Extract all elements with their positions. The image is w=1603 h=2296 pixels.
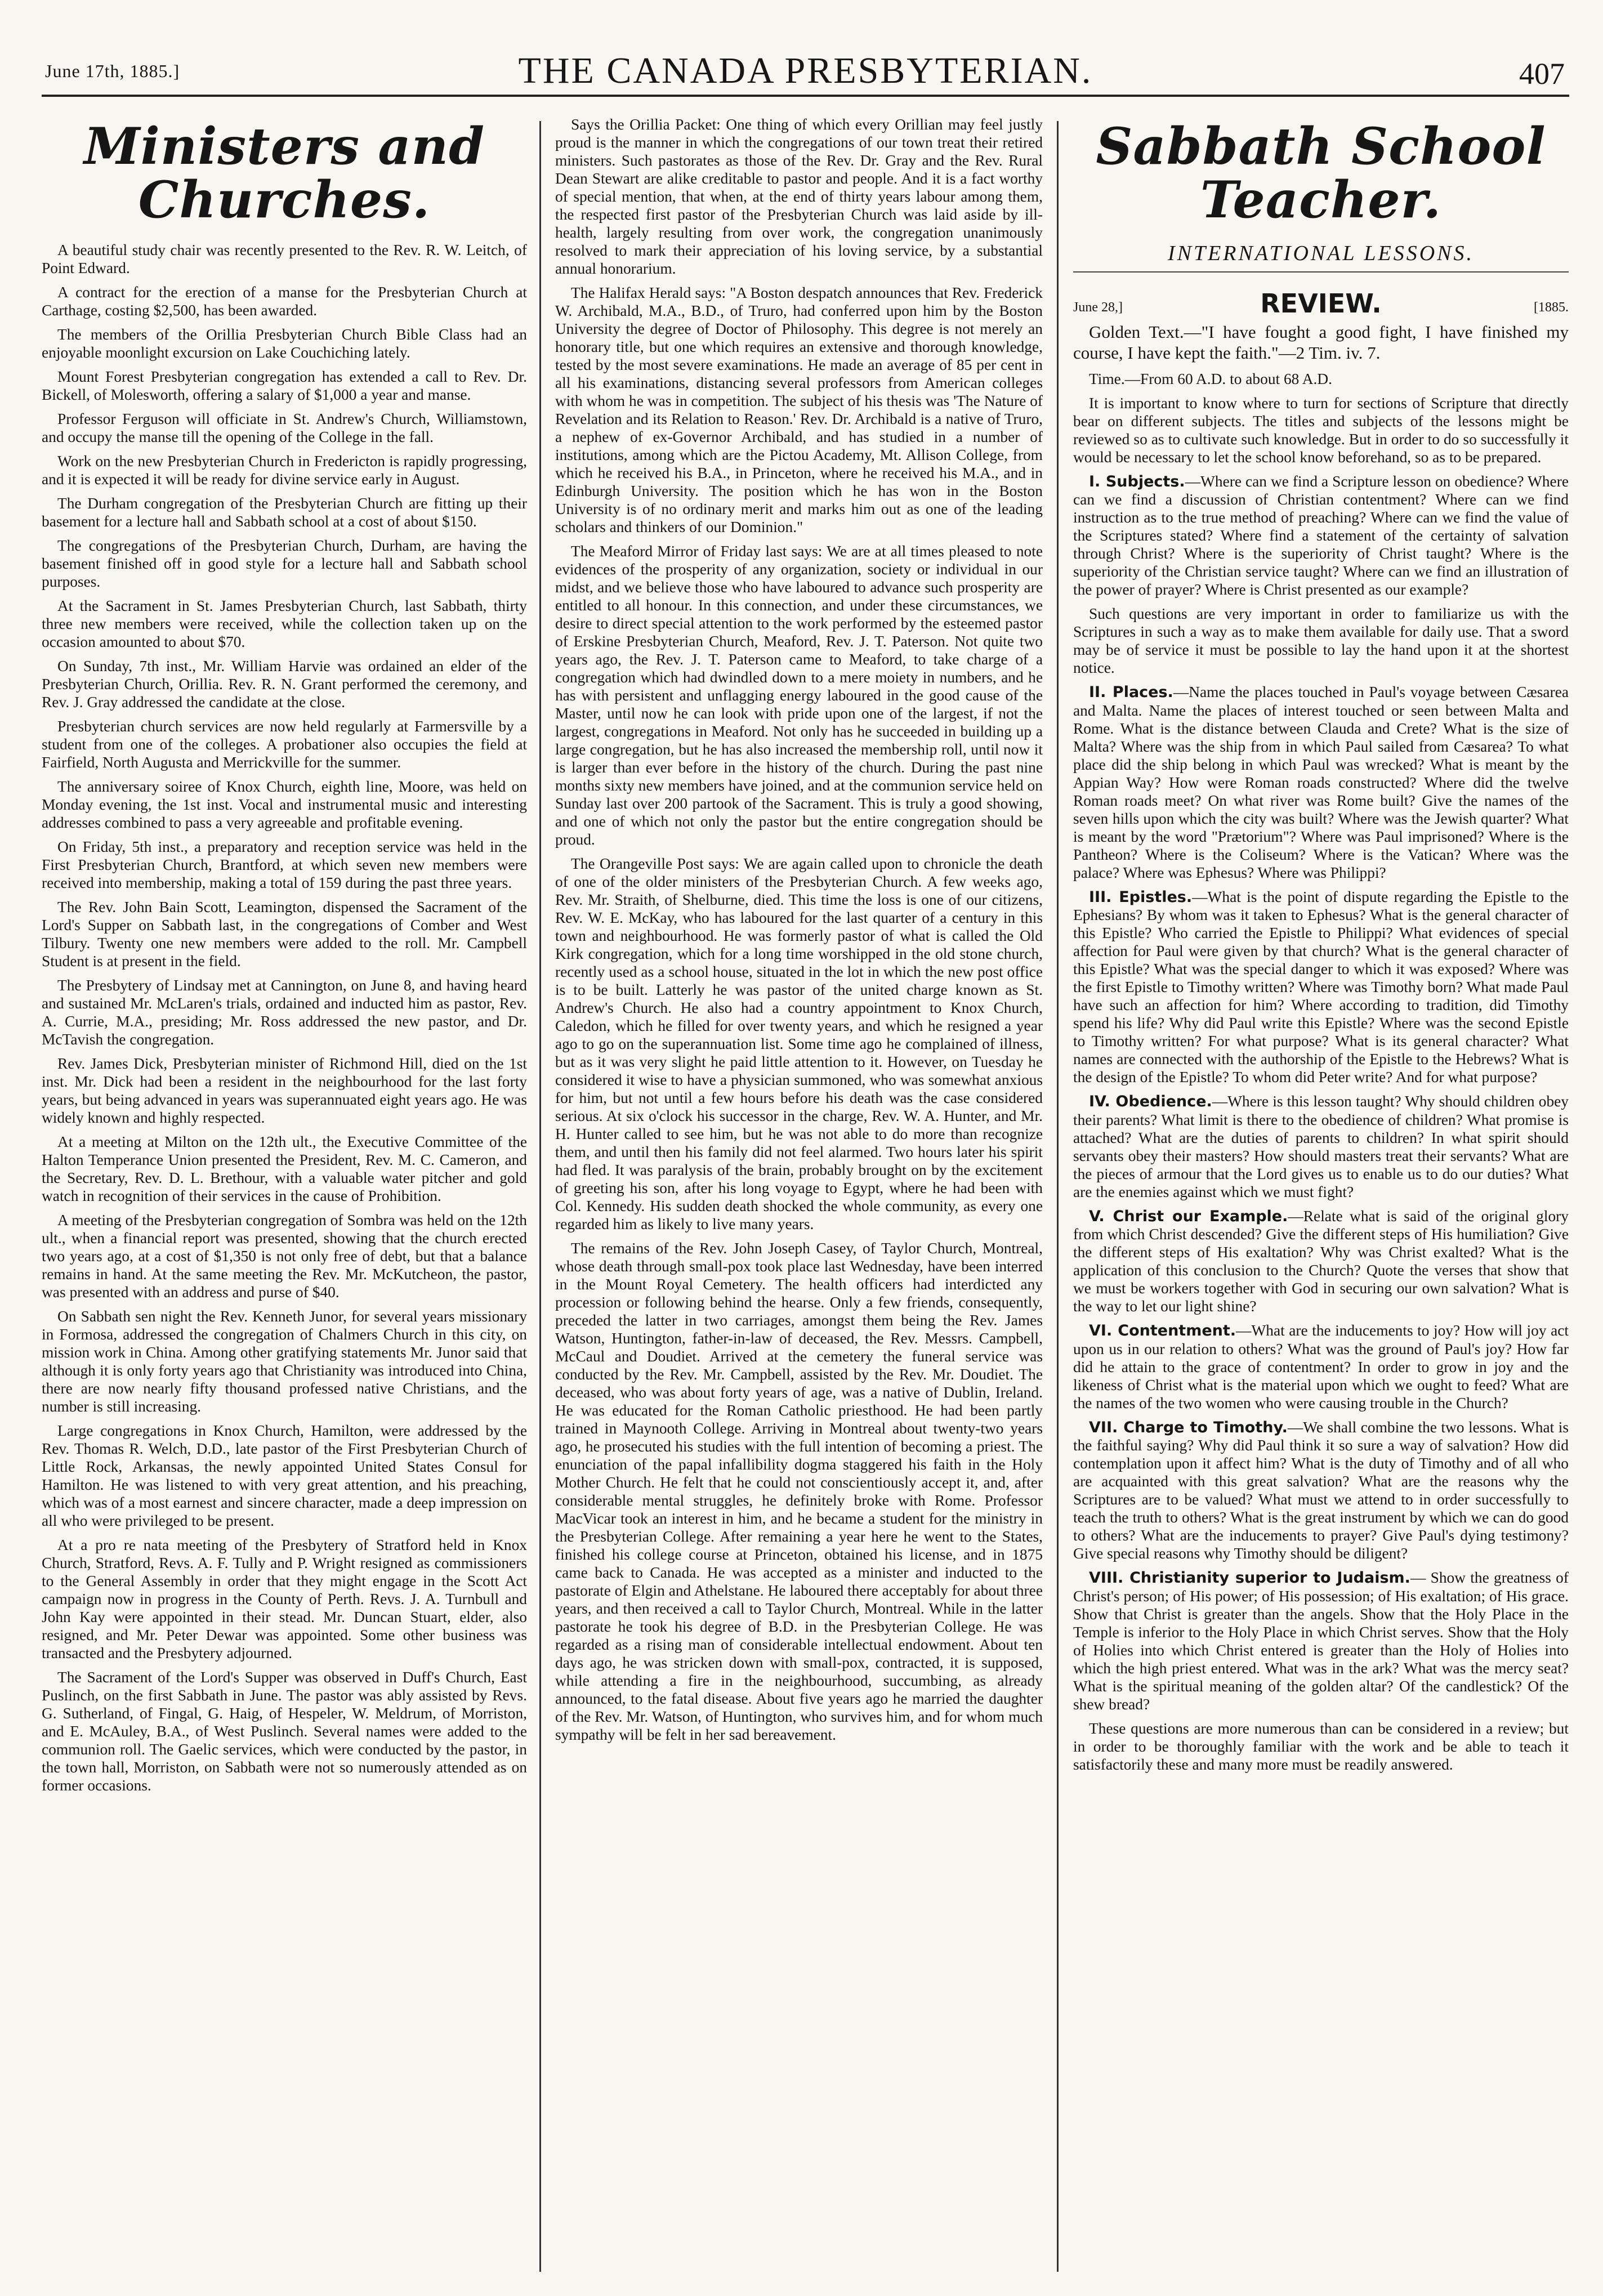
lesson-time: Time.—From 60 A.D. to about 68 A.D. [1089,370,1332,387]
news-paragraph: Presbyterian church services are now held regularly at Farmersville by a student from one of the colleges. A probationer also occupies the field at Fairfield, North Augusta and Merrickville for the summer. [42,718,527,771]
review-section-text: Such questions are very important in order to familiarize us with the Scriptures in such a way as to make them available for daily use. That a sword may be of service it must be possible to lay the hand upon it at the shortest notice. [1073,605,1569,677]
section-heading: Ministers and Churches. [83,117,485,230]
review-section-text: —Relate what is said of the original glory from which Christ descended? Give the different steps of His humiliation? Give the different steps of His exaltation? Why was Christ exalted? What is the application of this conclusion to the Church? Quote the verses that show that we must be workers together with God in securing our own salvation? What is the way to let our light shine? [1073,1207,1569,1315]
news-paragraph: Work on the new Presbyterian Church in Fredericton is rapidly progressing, and it is expected it will be ready for divine service early in August. [42,453,527,488]
review-section-text: —What are the inducements to joy? How will joy act upon us in our relation to others? What was the ground of Paul's joy? How far did he attain to the grace of contentment? In order to grow in joy and the likeness of Christ what is the material upon which we ought to feed? What are the names of the two women who were causing trouble in the Church? [1073,1322,1569,1411]
news-paragraph: On Friday, 5th inst., a preparatory and reception service was held in the First Presbyterian Church, Brantford, at which seven new members were received into membership, making a total of 159 during the past three years. [42,838,527,891]
review-section-text: —Where is this lesson taught? Why should children obey their parents? What limit is there to the obedience of children? What promise is attached? What are the duties of parents to children? In what spirit should servants obey their masters? How should masters treat their servants? What are the pieces of armour that the Lord gives us to enable us to do our duties? What are the enemies against which we must fight? [1073,1093,1569,1200]
review-section-title: II. Places. [1089,684,1173,702]
review-section [1073,1092,1569,1201]
review-section [1073,888,1569,1087]
column-church-news-continued [555,115,1043,2280]
review-section-title: IV. Obedience. [1089,1093,1212,1111]
review-section-text: —Name the places touched in Paul's voyage between Cæsarea and Malta. Name the places of interest touched or seen between Malta and Rome. What is the distance between Clauda and Crete? What is the size of Malta? Where was the ship from in which Paul sailed from Cæsarea? To what place did the ship belong in which Paul was wrecked? What is meant by the Appian Way? How were Roman roads constructed? Where did the twelve Roman roads meet? On what river was Rome built? Give the names of the seven hills upon which the city was built? Where was the Jewish quarter? What is meant by the word "Prætorium"? Where was Paul imprisoned? Where is the Pantheon? Where is the Coliseum? Where is the Vatican? Where was the palace? Where was Ephesus? Where was Philippi? [1073,684,1569,881]
news-paragraph: The remains of the Rev. John Joseph Casey, of Taylor Church, Montreal, whose death through small-pox took place last Wednesday, have been interred in the Mount Royal Cemetery. The health officers had interdicted any procession or following behind the hearse. Only a few friends, consequently, preceded the latter in two carriages, amongst them being the Rev. James Watson, Huntington, father-in-law of deceased, the Rev. Messrs. Campbell, McCaul and Doudiet. Arrived at the cemetery the funeral service was conducted by the Rev. Mr. Campbell, assisted by the Rev. Mr. Doudiet. The deceased, who was about forty years of age, was a native of Dublin, Ireland. He was educated for the Roman Catholic priesthood. He had been partly trained in Maynooth College. Arriving in Montreal about twenty-two years ago, he prosecuted his studies with the full intention of becoming a priest. The enunciation of the papal infallibility dogma staggered his faith in the Holy Mother Church. He felt that he could not conscientiously accept it, and, after considerable mental struggles, he definitely broke with Rome. Professor MacVicar took an interest in him, and he became a student for the ministry in the Presbyterian College. After remaining a year here he went to the States, finished his college course at Princeton, obtained his license, and in 1875 came back to Canada. He was accepted as a minister and inducted to the pastorate of Elgin and Athelstane. He laboured there acceptably for about three years, and then received a call to Taylor Church, Montreal. While in the latter pastorate he took his degree of B.D. in the Presbyterian College. He was regarded as a rising man of considerable intellectual endowment. About ten days ago, he was stricken down with small-pox, contracted, it is supposed, while attending a fire in the neighbourhood, succumbing, as already announced, to the fatal disease. About five years ago he married the daughter of the Rev. Mr. Watson, of Huntington, who survives him, and for whom much sympathy will be felt in her sad bereavement. [555,1240,1043,1743]
review-section [1073,1569,1569,1713]
news-paragraph: The Meaford Mirror of Friday last says: We are at all times pleased to note evidences of the prosperity of any organization, society or individual in our midst, and we believe those who have laboured to advance such prosperity are entitled to all honour. In this connection, and under these circumstances, we desire to direct special attention to the work performed by the esteemed pastor of Erskine Presbyterian Church, Meaford, Rev. J. T. Paterson. Not quite two years ago, the Rev. J. T. Paterson came to Meaford, to take charge of a congregation which had dwindled down to a mere moiety in numbers, and he has with persistent and unflagging energy laboured in the good cause of the Master, until now he can look with pride upon one of the largest, if not the largest, congregations in Meaford. Not only has he succeeded in building up a large congregation, but he has also increased the membership roll, until now it is larger than ever before in the history of the church. During the past nine months sixty new members have joined, and at the communion service held on Sunday last over 200 partook of the Sacrament. This is truly a good showing, and one of which not only the pastor but the entire congregation should be proud. [555,543,1043,848]
news-paragraph: The Halifax Herald says: "A Boston despatch announces that Rev. Frederick W. Archibald, M.A., B.D., of Truro, had conferred upon him by the Boston University the degree of Doctor of Philosophy. This degree is not merely an honorary title, but one which requires an extensive and thorough knowledge, tested by the most severe examinations. He made an average of 85 per cent in all his examinations, distancing several professors from American colleges with whom he was in competition. The subject of his thesis was 'The Nature of Revelation and its Relation to Reason.' Rev. Dr. Archibald is a native of Truro, a nephew of ex-Governor Archibald, and has studied in a number of institutions, among which are the Pictou Academy, Mt. Allison College, from which he received his B.A., in Princeton, where he received his M.A., and in Edinburgh University. The position which he has won in the Boston University is of no ordinary merit and marks him out as one of the leading scholars and thinkers of our Dominion." [555,284,1043,535]
review-section-text: —We shall combine the two lessons. What is the faithful saying? Why did Paul think it so sure a way of salvation? How did contemplation upon it affect him? What is the duty of Timothy and of all who are acquainted with this great salvation? What are the reasons why the Scriptures are to be valued? What must we attend to in order successfully to teach the truth to others? What is the great instrument by which we can do good to others? What are the inducements to prayer? Give Paul's dying testimony? Give special reasons why Timothy should be diligent? [1073,1418,1569,1562]
review-section-title: VII. Charge to Timothy. [1089,1418,1288,1436]
lesson-title: REVIEW. [1260,288,1382,319]
news-paragraph: At the Sacrament in St. James Presbyterian Church, last Sabbath, thirty three new members were received, while the collection taken up on the occasion amounted to about $70. [42,597,527,650]
news-paragraph: On Sunday, 7th inst., Mr. William Harvie was ordained an elder of the Presbyterian Church, Orillia. Rev. R. N. Grant performed the ceremony, and Rev. J. Gray addressed the candidate at the close. [42,658,527,711]
column-rule [1057,121,1059,2272]
lesson-header [1073,286,1569,319]
news-paragraph: Says the Orillia Packet: One thing of which every Orillian may feel justly proud is the manner in which the congregations of our town treat their retired ministers. Such pastorates as those of the Rev. Dr. Gray and the Rev. Rural Dean Stewart are alike creditable to pastor and people. And it is a fact worthy of special mention, that when, at the end of thirty years labour among them, the respected first pastor of the Presbyterian Church was laid aside by ill-health, largely resulting from over work, the congregation unanimously resolved to mark their appreciation of his loving service, by a substantial annual honorarium. [555,116,1043,277]
lesson-date: June 28,] [1073,300,1123,315]
review-section [1073,683,1569,882]
review-section-text: —What is the point of dispute regarding the Epistle to the Ephesians? By whom was it taken to Ephesus? What is the general character of this Epistle? Who carried the Epistle to Philippi? What evidences of special affection for Paul were given by that church? What is the general character of this Epistle? What was the special danger to which it was exposed? Where was the first Epistle to Timothy written? Where was Timothy born? What made Paul have such an affection for him? Where according to tradition, did Timothy spend his life? Why did Paul write this Epistle? Where was the second Epistle to Timothy written? For what purpose? What is its general character? What names are connected with the authorship of the Epistle to the Hebrews? What is the design of the Epistle? To whom did Peter write? And for what purpose? [1073,888,1569,1086]
news-paragraph: The members of the Orillia Presbyterian Church Bible Class had an enjoyable moonlight excursion on Lake Couchiching lately. [42,326,527,361]
running-head [42,33,1569,97]
masthead-title: THE CANADA PRESBYTERIAN. [518,50,1093,91]
review-section [1073,1418,1569,1563]
review-section-title: V. Christ our Example. [1089,1207,1288,1225]
news-paragraph: At a pro re nata meeting of the Presbytery of Stratford held in Knox Church, Stratford, Revs. A. F. Tully and P. Wright resigned as commissioners to the General Assembly in order that they might engage in the Scott Act campaign now in progress in the County of Perth. Revs. J. A. Turnbull and John Kay were appointed in their stead. Mr. Duncan Stuart, elder, also resigned, and Mr. Peter Dewar was appointed. Some other business was transacted and the Presbytery adjourned. [42,1536,527,1661]
news-paragraph: A meeting of the Presbyterian congregation of Sombra was held on the 12th ult., when a financial report was presented, showing that the church erected two years ago, at a cost of $1,350 is not only free of debt, but that a balance remains in hand. At the same meeting the Rev. Mr. McKutcheon, the pastor, was presented with an address and purse of $40. [42,1212,527,1301]
review-section [1073,1321,1569,1412]
review-section-title: VI. Contentment. [1089,1322,1236,1340]
section-subheading: INTERNATIONAL LESSONS. [1073,241,1569,273]
issue-date: June 17th, 1885.] [45,61,180,81]
review-section [1073,605,1569,677]
review-questions [1073,472,1569,1774]
news-paragraph: Mount Forest Presbyterian congregation has extended a call to Rev. Dr. Bickell, of Molesworth, offering a salary of $1,000 a year and manse. [42,368,527,403]
news-items [555,115,1043,1744]
review-section-title: III. Epistles. [1089,888,1193,906]
news-paragraph: A contract for the erection of a manse for the Presbyterian Church at Carthage, costing $2,500, has been awarded. [42,284,527,319]
review-section-text: —Where can we find a Scripture lesson on obedience? Where can we find a discussion of Christian contentment? Where can we find instruction as to the true method of preaching? Where can we find the value of the Scriptures stated? Where find a statement of the certainty of salvation through Christ? Where is the superiority of Christ taught? Where is the superiority of the Christian service taught? Where can we find an illustration of the power of prayer? Where is Christ presented as our example? [1073,472,1569,598]
column-ministers-and-churches [42,115,527,2280]
news-paragraph: The Orangeville Post says: We are again called upon to chronicle the death of one of the older ministers of the Presbyterian Church. A few weeks ago, Rev. Mr. Straith, of Shelburne, died. This time the loss is one of our citizens, Rev. W. E. McKay, who has laboured for the last quarter of a century in this town and neighbourhood. He was formerly pastor of what is called the Old Kirk congregation, which for a long time worshipped in the old stone church, recently used as a school house, situated in the lot in which the new post office is to be built. Latterly he was pastor of the united charge known as St. Andrew's Church. He also had a country appointment to Knox Church, Caledon, which he filled for over twenty years, and which he resigned a year ago to go on the superannuation list. Some time ago he complained of illness, but as it was very slight he paid little attention to it. However, on Tuesday he considered it wise to have a physician summoned, who was somewhat anxious for him, but not until a few hours before his death was the case considered serious. At six o'clock his successor in the charge, Rev. W. A. Hunter, and Mr. H. Hunter called to see him, but he was not able to do more than recognize them, and until then his family did not feel alarmed. Two hours later his spirit had fled. It was paralysis of the brain, probably brought on by the excitement of greeting his son, after his long voyage to Egypt, where he had been with Col. Kennedy. His sudden death shocked the whole community, as every one regarded him as likely to live many years. [555,855,1043,1232]
page-number: 407 [1519,57,1565,91]
news-items [42,241,527,1794]
news-paragraph: Rev. James Dick, Presbyterian minister of Richmond Hill, died on the 1st inst. Mr. Dick had been a resident in the neighbourhood for the last forty years, but being advanced in years was superannuated eight years ago. He was widely known and highly respected. [42,1055,527,1126]
lesson-year: [1885. [1534,300,1569,315]
news-paragraph: The Rev. John Bain Scott, Leamington, dispensed the Sacrament of the Lord's Supper on Sabbath last, in the congregations of Comber and West Tilbury. Twenty one new members were added to the roll. Mr. Campbell Student is at present in the field. [42,899,527,970]
news-paragraph: On Sabbath sen night the Rev. Kenneth Junor, for several years missionary in Formosa, addressed the congregation of Chalmers Church in this city, on mission work in China. Among other gratifying statements Mr. Junor said that although it is only forty years ago that Christianity was introduced into China, there are now nearly fifty thousand professed native Christians, and the number is still increasing. [42,1308,527,1415]
news-paragraph: The congregations of the Presbyterian Church, Durham, are having the basement finished off in good style for a lecture hall and Sabbath school purposes. [42,537,527,590]
review-section-title: VIII. Christianity superior to Judaism. [1089,1569,1410,1587]
news-paragraph: The anniversary soiree of Knox Church, eighth line, Moore, was held on Monday evening, the 1st inst. Vocal and instrumental music and interesting addresses combined to pass a very agreeable and profitable evening. [42,778,527,831]
column-rule [539,121,541,2272]
review-section-text: These questions are more numerous than can be considered in a review; but in order to be thoroughly familiar with the work and be able to teach it satisfactorily these and many more must be readily answered. [1073,1719,1569,1773]
column-sabbath-school-teacher [1073,115,1569,2280]
section-heading: Sabbath School Teacher. [1096,117,1546,230]
news-paragraph: Large congregations in Knox Church, Hamilton, were addressed by the Rev. Thomas R. Welch, D.D., late pastor of the First Presbyterian Church of Little Rock, Arkansas, the newly appointed United States Consul for Hamilton. He was listened to with very great attention, and his preaching, which was of a most earnest and sincere character, made a deep impression on all who were privileged to be present. [42,1422,527,1529]
review-section-title: I. Subjects. [1089,472,1185,490]
review-section-text: — Show the greatness of Christ's person; of His power; of His possession; of His exaltation; of His grace. Show that Christ is greater than the angels. Show that the Holy Place in the Temple is inferior to the Holy Place in which Christ serves. Show that the Holy of Holies into which Christ entered is greater than the Holy of Holies into which the high priest entered. What was in the ark? What was the mercy seat? What is the spiritual meaning of the golden altar? Of the candlestick? Of the shew bread? [1073,1569,1569,1713]
news-paragraph: The Sacrament of the Lord's Supper was observed in Duff's Church, East Puslinch, on the first Sabbath in June. The pastor was ably assisted by Revs. G. Sutherland, of Fingal, G. Haig, of Hespeler, W. Meldrum, of Morriston, and E. McAuley, B.A., of West Puslinch. Several names were added to the communion roll. The Gaelic services, which were conducted by the pastor, in the town hall, Morriston, on Sabbath were not so numerously attended as on former occasions. [42,1669,527,1794]
lesson-intro: It is important to know where to turn for sections of Scripture that directly bear on different subjects. The titles and subjects of the lessons might be reviewed so as to cultivate such knowledge. But in order to do so successfully it would be necessary to let the school know beforehand, so as to be prepared. [1073,394,1569,466]
review-section [1073,1207,1569,1316]
news-paragraph: The Durham congregation of the Presbyterian Church are fitting up their basement for a lecture hall and Sabbath school at a cost of about $150. [42,495,527,530]
news-paragraph: Professor Ferguson will officiate in St. Andrew's Church, Williamstown, and occupy the manse till the opening of the College in the fall. [42,410,527,445]
news-paragraph: At a meeting at Milton on the 12th ult., the Executive Committee of the Halton Temperance Union presented the President, Rev. M. C. Cameron, and the Secretary, Rev. D. L. Brethour, with a valuable water pitcher and gold watch in recognition of their services in the cause of Prohibition. [42,1133,527,1204]
golden-text: Golden Text.—"I have fought a good fight, I have finished my course, I have kept the faith."—2 Tim. iv. 7. [1073,322,1569,363]
review-section [1073,472,1569,599]
review-section [1073,1719,1569,1774]
news-paragraph: The Presbytery of Lindsay met at Cannington, on June 8, and having heard and sustained Mr. McLaren's trials, ordained and inducted him as pastor, Rev. A. Currie, M.A., presiding; Mr. Ross addressed the new pastor, and Dr. McTavish the congregation. [42,977,527,1048]
news-paragraph: A beautiful study chair was recently presented to the Rev. R. W. Leitch, of Point Edward. [42,242,527,276]
